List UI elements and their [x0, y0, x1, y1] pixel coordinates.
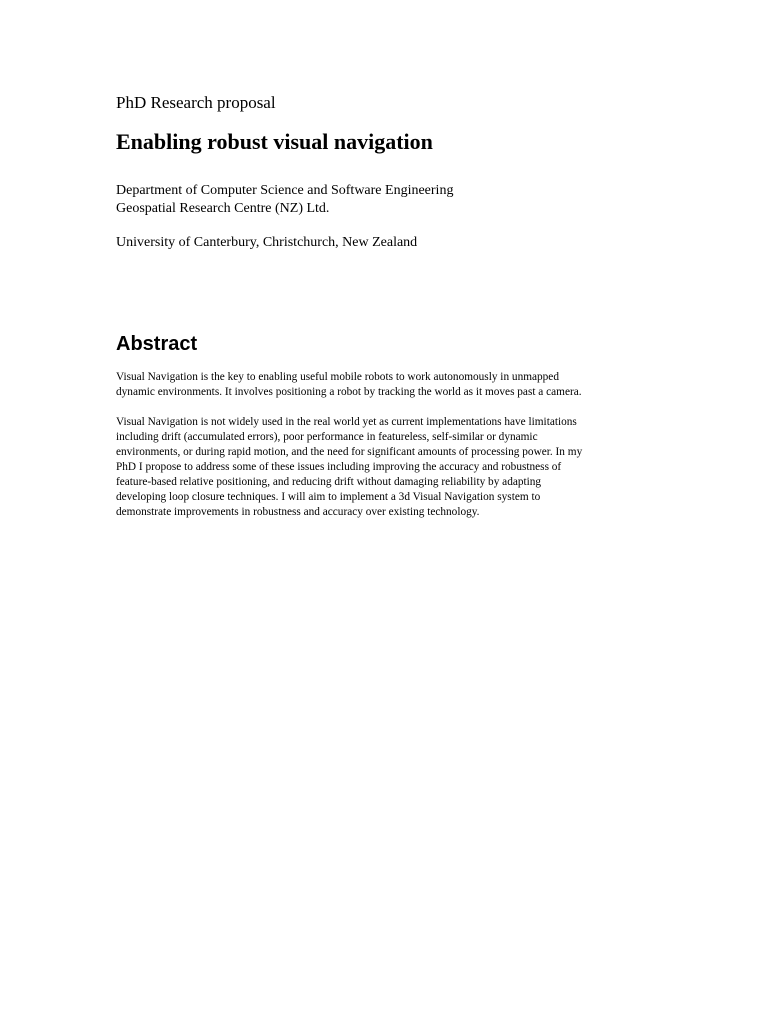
paragraph-line: Visual Navigation is not widely used in the real world yet as current implementations have limitations [116, 416, 577, 428]
affiliation-block [116, 182, 656, 218]
university-line: University of Canterbury, Christchurch, New Zealand [116, 235, 418, 250]
paragraph-line: dynamic environments. It involves positioning a robot by tracking the world as it moves past a camera. [116, 386, 582, 398]
paragraph-line: environments, or during rapid motion, and the need for significant amounts of processing power. In my [116, 446, 583, 458]
abstract-paragraph-2 [116, 415, 656, 520]
paragraph-line: PhD I propose to address some of these issues including improving the accuracy and robustness of [116, 461, 562, 473]
paragraph-line: demonstrate improvements in robustness and accuracy over existing technology. [116, 506, 480, 518]
paragraph-line: Visual Navigation is the key to enabling useful mobile robots to work autonomously in unmapped [116, 371, 559, 383]
abstract-paragraph-1 [116, 370, 656, 400]
document-title: Enabling robust visual navigation [116, 129, 433, 154]
abstract-heading: Abstract [116, 333, 198, 355]
affiliation-department: Department of Computer Science and Software Engineering [116, 183, 454, 198]
document-type: PhD Research proposal [116, 93, 276, 112]
paragraph-line: including drift (accumulated errors), poor performance in featureless, self-similar or dynamic [116, 431, 538, 443]
paragraph-line: feature-based relative positioning, and reducing drift without damaging reliability by adapting [116, 476, 542, 488]
page-content [116, 92, 656, 520]
paragraph-line: developing loop closure techniques. I will aim to implement a 3d Visual Navigation system to [116, 491, 541, 503]
affiliation-company: Geospatial Research Centre (NZ) Ltd. [116, 201, 330, 216]
